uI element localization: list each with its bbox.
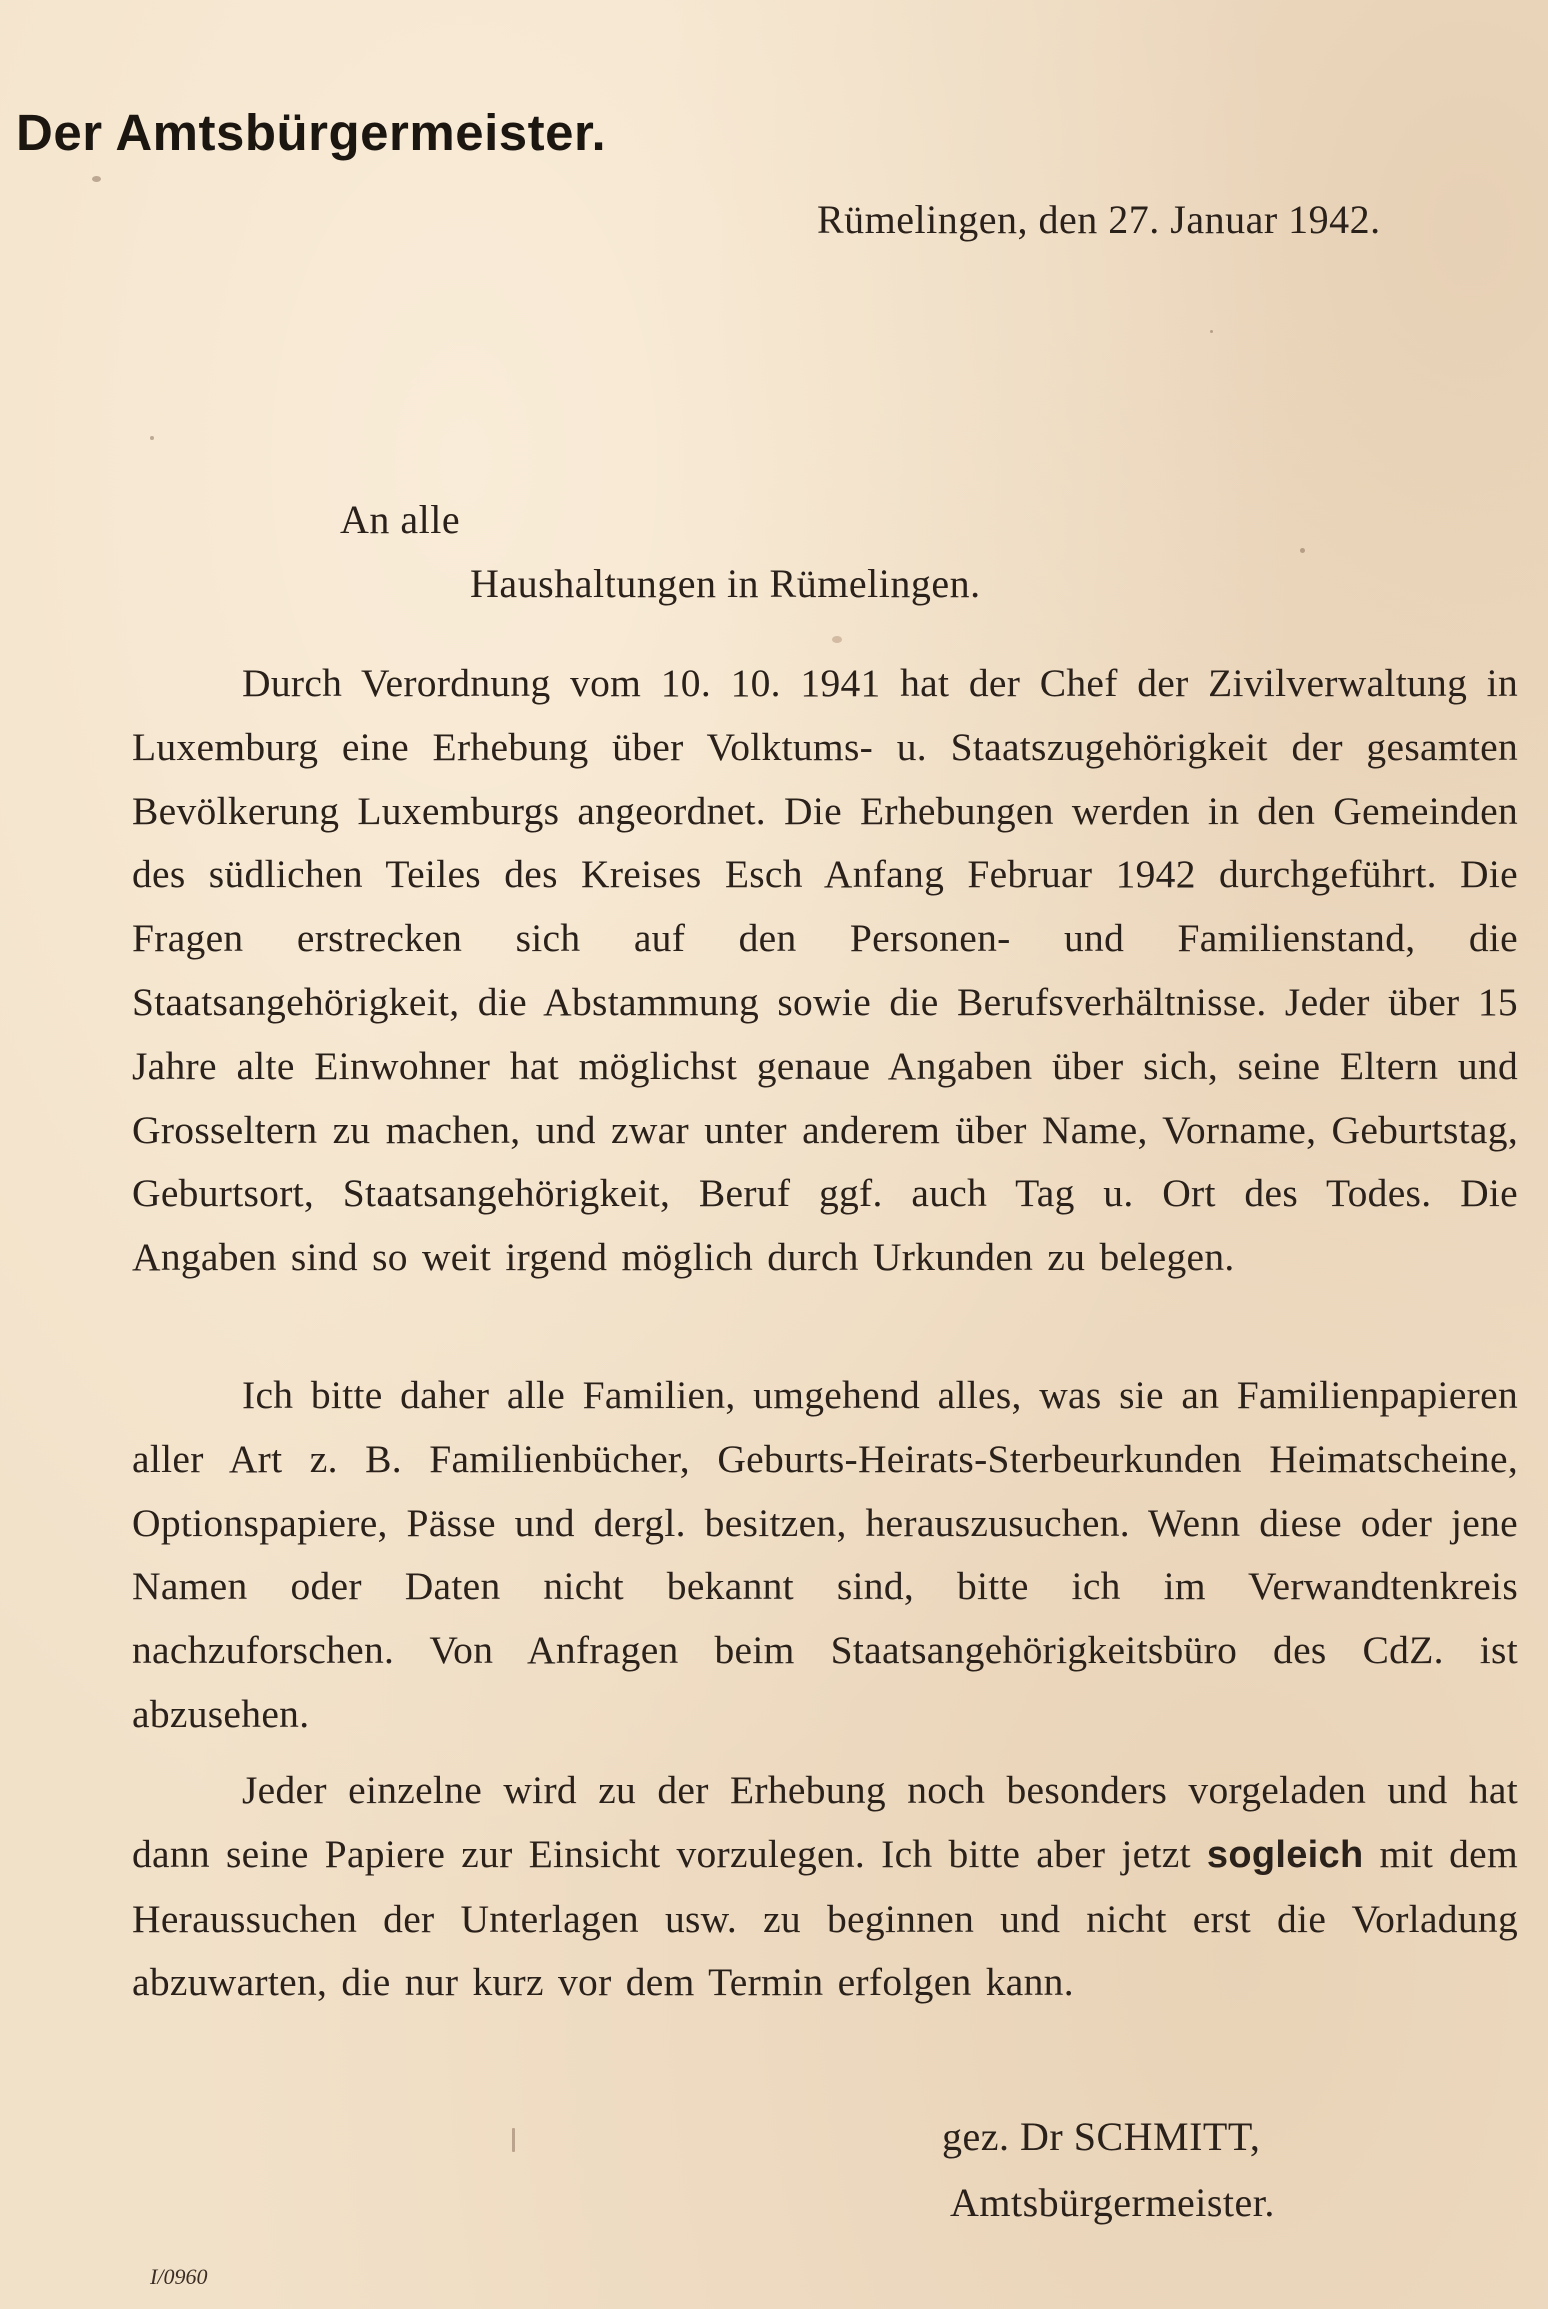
paragraph-1 (132, 652, 1518, 1290)
address-line-1: An alle (340, 497, 461, 542)
date-line: Rümelingen, den 27. Januar 1942. (817, 197, 1381, 242)
paper-speck (1300, 548, 1305, 553)
paragraph-3 (132, 1759, 1518, 2015)
paragraph-2-text: Ich bitte daher alle Familien, umgehend alles, was sie an Familienpapieren aller Art z. B. Familienbücher, Geburts-Heirats-Sterbeurkunden Heimatscheine, Optionspapiere, Pässe und dergl. besitzen, herauszusuchen. Wenn diese oder jene Namen oder Daten nicht bekannt sind, bitte ich im Verwandtenkreis nachzuforschen. Von Anfragen beim Staatsangehörigkeitsbüro des CdZ. ist abzusehen. (132, 1373, 1518, 1736)
emphasis-word: sogleich (1206, 1833, 1364, 1876)
paper-speck (92, 176, 101, 182)
page-title: Der Amtsbürgermeister. (16, 104, 607, 161)
signature-title: Amtsbürgermeister. (950, 2180, 1275, 2225)
paper-speck (1210, 330, 1213, 333)
reference-number: I/0960 (150, 2264, 208, 2289)
paper-speck (150, 436, 154, 440)
paragraph-1-text: Durch Verordnung vom 10. 10. 1941 hat der Chef der Zivilverwaltung in Luxemburg eine Erhebung über Volktums- u. Staatszugehörigkeit der gesamten Bevölkerung Luxemburgs angeordnet. Die Erhebungen werden in den Gemeinden des südlichen Teiles des Kreises Esch Anfang Februar 1942 durchgeführt. Die Fragen erstrecken sich auf den Personen- und Familienstand, die Staatsangehörigkeit, die Abstammung sowie die Berufsverhältnisse. Jeder über 15 Jahre alte Einwohner hat möglichst genaue Angaben über sich, seine Eltern und Grosseltern zu machen, und zwar unter anderem über Name, Vorname, Geburtstag, Geburtsort, Staatsangehörigkeit, Beruf ggf. auch Tag u. Ort des Todes. Die Angaben sind so weit irgend möglich durch Urkunden zu belegen. (132, 661, 1518, 1280)
signature-name: gez. Dr SCHMITT, (942, 2114, 1261, 2159)
paper-speck (832, 636, 842, 643)
paragraph-3-text (132, 1759, 1518, 2015)
paragraph-3-start: Jeder einzelne wird zu der Erhebung noch besonders vorgeladen und hat dann seine Papiere zur Einsicht vorzulegen. Ich bitte aber jetzt (132, 1768, 1518, 1876)
address-line-2: Haushaltungen in Rümelingen. (470, 561, 981, 606)
paragraph-2 (132, 1364, 1518, 1747)
paragraph-3-end: mit dem Heraussuchen der Unterlagen usw. zu beginnen und nicht erst die Vorladung abzuwarten, die nur kurz vor dem Termin erfolgen kann. (132, 1831, 1519, 2005)
paper-speck (512, 2128, 515, 2152)
